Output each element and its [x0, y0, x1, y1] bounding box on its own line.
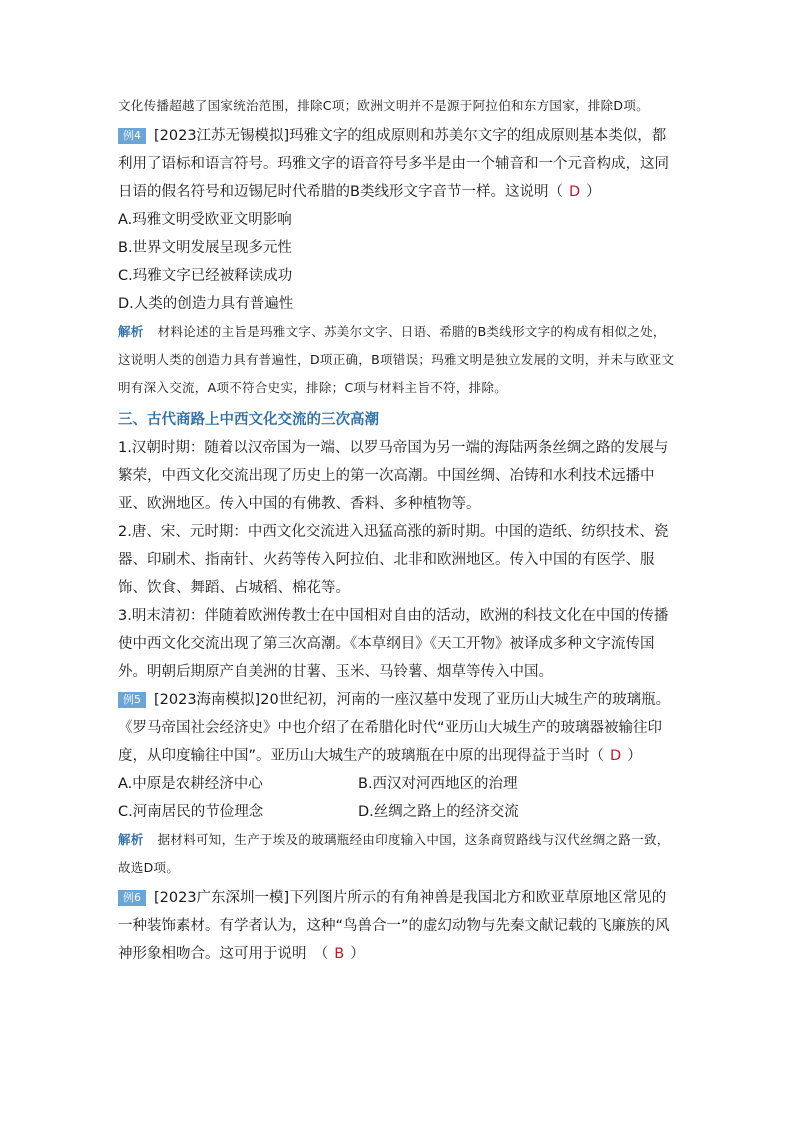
example-4-analysis-label: 解析	[118, 324, 144, 339]
example-4-analysis-text: 材料论述的主旨是玛雅文字、苏美尔文字、日语、希腊的B类线形文字的构成有相似之处，这说明人类的创造力具有普遍性，D项正确，B项错误；玛雅文明是独立发展的文明，并未与欧亚文明有深入交流，A项不符合史实，排除；C项与材料主旨不符，排除。	[118, 324, 675, 395]
example-5-option-a: A.中原是农耕经济中心	[118, 776, 263, 792]
example-6-stem-close: ）	[350, 946, 365, 962]
example-4-option-b: B.世界文明发展呈现多元性	[118, 240, 293, 256]
example-4-badge: 例4	[118, 128, 146, 144]
example-6-stem-text: [2023广东深圳一模]下列图片所示的有角神兽是我国北方和欧亚草原地区常见的一种装饰素材。有学者认为，这种“鸟兽合一”的虚幻动物与先秦文献记载的飞廉族的风神形象相吻合。这可用于说明 （	[118, 890, 670, 962]
example-5-answer: D	[610, 748, 622, 764]
example-5-analysis	[118, 826, 678, 882]
example-4-stem	[118, 122, 678, 206]
example-4-option-d: D.人类的创造力具有普遍性	[118, 296, 294, 312]
example-5-options-row-1	[118, 770, 678, 798]
example-5-option-b: B.西汉对河西地区的治理	[358, 776, 518, 792]
example-5-analysis-text: 据材料可知，生产于埃及的玻璃瓶经由印度输入中国，这条商贸路线与汉代丝绸之路一致，故选D项。	[118, 832, 670, 875]
example-5-option-c: C.河南居民的节俭理念	[118, 804, 264, 820]
example-5-stem-close: ）	[627, 748, 642, 764]
example-6-answer: B	[334, 946, 345, 962]
example-4-stem-text: [2023江苏无锡模拟]玛雅文字的组成原则和苏美尔文字的组成原则基本类似，都利用了语标和语言符号。玛雅文字的语音符号多半是由一个辅音和一个元音构成，这同日语的假名符号和迈锡尼时代希腊的B类线形文字音节一样。这说明（	[118, 128, 669, 200]
example-5-stem	[118, 686, 678, 770]
prev-explanation-tail: 文化传播超越了国家统治范围，排除C项；欧洲文明并不是源于阿拉伯和东方国家，排除D项。	[118, 98, 649, 113]
example-5-badge: 例5	[118, 692, 146, 708]
example-4-answer: D	[568, 184, 581, 200]
section-heading: 三、古代商路上中西文化交流的三次高潮	[118, 412, 379, 428]
section-item-2: 2.唐、宋、元时期：中西文化交流进入迅猛高涨的新时期。中国的造纸、纺织技术、瓷器、印刷术、指南针、火药等传入阿拉伯、北非和欧洲地区。传入中国的有医学、服饰、饮食、舞蹈、占城稻、棉花等。	[118, 524, 669, 596]
section-item-1: 1.汉朝时期：随着以汉帝国为一端、以罗马帝国为另一端的海陆两条丝绸之路的发展与繁荣，中西文化交流出现了历史上的第一次高潮。中国丝绸、冶铸和水利技术远播中亚、欧洲地区。传入中国的有佛教、香料、多种植物等。	[118, 440, 669, 512]
example-4-analysis	[118, 318, 678, 402]
example-4-option-c: C.玛雅文字已经被释读成功	[118, 268, 293, 284]
example-6-stem	[118, 884, 678, 968]
section-item-3: 3.明末清初：伴随着欧洲传教士在中国相对自由的活动，欧洲的科技文化在中国的传播使中西文化交流出现了第三次高潮。《本草纲目》《天工开物》被译成多种文字流传国外。明朝后期原产自美洲的甘薯、玉米、马铃薯、烟草等传入中国。	[118, 608, 669, 680]
example-4-option-a: A.玛雅文明受欧亚文明影响	[118, 212, 292, 228]
example-4-stem-close: ）	[586, 184, 601, 200]
example-5-analysis-label: 解析	[118, 832, 144, 847]
example-5-options-row-2	[118, 798, 678, 826]
example-5-stem-text: [2023海南模拟]20世纪初，河南的一座汉墓中发现了亚历山大城生产的玻璃瓶。《罗马帝国社会经济史》中也介绍了在希腊化时代“亚历山大城生产的玻璃器被输往印度，从印度输往中国”。亚历山大城生产的玻璃瓶在中原的出现得益于当时（	[118, 692, 671, 764]
page-content	[118, 92, 678, 968]
example-6-badge: 例6	[118, 890, 146, 906]
example-5-option-d: D.丝绸之路上的经济交流	[358, 804, 519, 820]
